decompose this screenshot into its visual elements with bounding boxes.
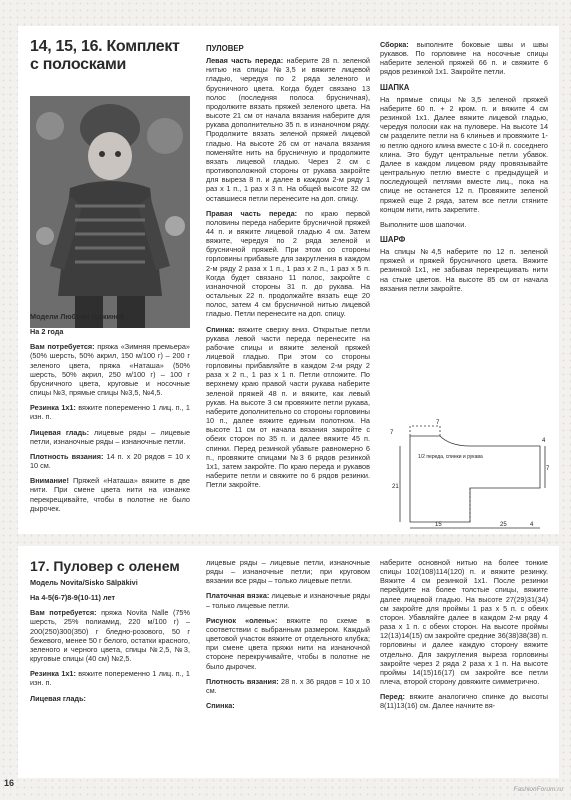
pullover-heading: ПУЛОВЕР	[206, 44, 244, 53]
child-photo-image	[30, 96, 190, 328]
article1-materials-text: пряжа «Зимняя премьера» (50% шерсть, 50% акрил, 150 м/100 г) – 200 г зеленого цвета, пряжа «Наташа» (50% шерсть, 50% акрил, 250 м/100 г) – 100 г брусничного цвета, круговые и носочные спицы №3, прямые спицы №3,5, №4,5.	[30, 342, 190, 398]
article2-right-column	[380, 558, 548, 717]
article2-credit: Модель Novita/Sisko Sälpäkivi	[30, 578, 138, 587]
article2-middle-column	[206, 558, 370, 716]
article1-title-line2: с полосками	[30, 56, 127, 73]
article2-back-label: Спинка:	[206, 701, 235, 711]
article2-rib-text: вяжите попеременно 1 лиц. п., 1 изн. п.	[30, 669, 190, 688]
article1-materials	[30, 342, 190, 397]
diagram-label-height: 21	[392, 484, 399, 490]
pattern-schematic-diagram	[380, 418, 550, 530]
article2-age: На 4-5(6-7)8-9(10-11) лет	[30, 593, 116, 603]
article1-middle-column	[206, 40, 370, 495]
diagram-label-sleeve-length: 25	[500, 522, 507, 528]
article2-density-label: Плотность вязания:	[206, 676, 279, 686]
article1-stocking-text: лицевые ряды – лицевые петли, изнаночные ряды – изнаночные петли.	[30, 427, 190, 446]
diagram-label-right-top: 4	[542, 438, 546, 444]
article2-front-text: вяжите аналогично спинке до высоты 8(11)13(16) см. Далее начните вя-	[380, 692, 548, 711]
diagram-label-right: 7	[546, 466, 550, 472]
right-front-text: по краю первой половины переда наберите брусничной пряжей 44 п. и вяжите лицевой гладью 4 см. Затем вяжите, чередуя по 2 ряда зеленой и брусничной пряжей. При этом со стороны горловины прибавьте для закругления в каждом 2-м ряду 2 раза х 1 п., 1 раз х 2 п., 1 раз х 5 п. Когда будет связано 11 полос, закройте с изнаночной стороны 31 п. до рукава. На остальных 22 п. продолжайте вязать еще 20 полос, затем 4 см брусничной нитью лицевой гладью. Петли перенесите на доп. спицу.	[206, 208, 370, 319]
article2-garter-label: Платочная вязка:	[206, 591, 270, 601]
article2-materials-label: Вам потребуется:	[30, 608, 97, 618]
scarf-heading: ШАРФ	[380, 234, 406, 244]
article2-pattern-text: вяжите по схеме в соответствии с выбранным размером. Каждый цветовой участок вяжите от отдельного клубка; при смене цвета пряжи нити на изнаночной стороне перекручивайте, чтобы в полотне не было дырочек.	[206, 615, 370, 671]
left-front-label: Левая часть переда:	[206, 56, 284, 66]
article1-age: На 2 года	[30, 327, 64, 337]
article2-garter-text: лицевые и изнаночные ряды – только лицевые петли.	[206, 591, 371, 610]
hat-text: На прямые спицы №3,5 зеленой пряжей наберите 60 п. + 2 кром. п. и вяжите 4 см резинкой 1х1. Далее вяжите лицевой гладью, чередуя полоски как на пуловере. На высоте 14 см разделите петли на 6 клиньев и провяжите 1-ю петлю одного клина вместе с 10-й п. соседнего клина. Это будут центральные петли убавок. Далее в каждом лицевом ряду провязывайте центральную петлю вместе с предыдущей и последующей петлями вместе лиц., пока на спице не останется 12 п. Провяжите зеленой пряжей еще 2 ряда, затем все петли стяните концом нити, нить закрепите.	[380, 94, 548, 214]
left-front-paragraph	[206, 56, 370, 203]
assembly-text: выполните боковые швы и швы рукавов. По горловине на носочные спицы наберите зеленой пряжей 66 п. и свяжите 6 рядов резинкой 1х1. Закройте петли.	[380, 40, 548, 77]
article2-back-text: наберите основной нитью на более тонкие спицы 102(108)114(120) п. и вяжите резинку. Вяжите 4 см резинкой 1х1. После резинки перейдите на более толстые спицы, вяжите далее лицевой гладью. На высоте 27(29)31(34) см закройте для проймы 1 раз х 5 п. с обеих сторон. Убавляйте далее в каждом 2-м ряду 4 раза х 1 п. с обеих сторон. На высоте проймы 12(13)14(15) см закройте средние 36(38)38(38) п. горловины и далее каждую сторону вяжите отдельно. Для закругления выреза горловины закройте через 2 ряда 2 раза х 1 п. На высоте проймы 14(15)16(17) см закройте все петли плеча, второй сторону довяжите симметрично.	[380, 558, 548, 687]
article2-density-text: 28 п. х 36 рядов = 10 х 10 см.	[206, 676, 370, 695]
article1-stocking-label: Лицевая гладь:	[30, 427, 89, 437]
article2-pattern	[206, 616, 370, 671]
hat-heading: ШАПКА	[380, 82, 410, 92]
article2-front	[380, 692, 548, 710]
article2-density	[206, 677, 370, 695]
article2-title: 17. Пуловер с оленем	[30, 558, 180, 574]
article2-front-label: Перед:	[380, 692, 405, 702]
article1-credit: Модели Любови Щукиной	[30, 312, 125, 321]
article2-stocking-text: лицевые ряды – лицевые петли, изнаночные ряды – изнаночные петли; при круговом вязании все ряды – только лицевые петли.	[206, 558, 370, 586]
article2-materials	[30, 608, 190, 663]
article1-title	[30, 38, 190, 74]
article2-rib	[30, 669, 190, 687]
back-text: вяжите сверху вниз. Открытые петли рукава левой части переда перенесите на рабочие спицы и вяжите зеленой пряжей лицевой гладью. При этом со стороны горловины прибавляйте в каждом 2-м ряду 2 раза х 2 п., 1 раз х 1 п. Петли отложите. По верхнему краю правой части рукава наберите зеленой пряжей 48 п. и вяжите, как левый рукав. На высоте 3 см провяжите петли рукава, наберите дополнительно со стороны горловины 10 п., далее вяжите единым полотном. На высоте 11 см от начала вязания закройте с обеих сторон по 35 п. и далее вяжите 45 п. спинки. Перед резинкой убавьте равномерно 6 п., провяжите спицами №3 6 рядов резинкой 1х1, затем закройте. По краю переда и рукавов наберите петли и свяжите по 6 рядов резинки. Петли закройте.	[206, 324, 370, 490]
article-card-set	[18, 26, 559, 534]
assembly-label: Сборка:	[380, 40, 409, 49]
right-front-paragraph	[206, 209, 370, 319]
article2-left-column	[30, 558, 190, 709]
page-number: 16	[4, 778, 15, 788]
article1-density-text: 14 п. х 20 рядов = 10 х 10 см.	[30, 451, 190, 471]
article2-back-start	[206, 701, 370, 710]
article1-rib-label: Резинка 1х1:	[30, 403, 76, 413]
scarf-text: На спицы №4,5 наберите по 12 п. зеленой пряжей и пряжей брусничного цвета. Вяжите резинкой 1х1, не забывая перекрещивать нити на стыке цветов. На высоте 85 см от начала вязания петли закройте.	[380, 247, 548, 293]
article1-note	[30, 476, 190, 513]
diagram-label-top: 7	[436, 420, 440, 426]
article1-materials-label: Вам потребуется:	[30, 342, 95, 352]
article1-stocking	[30, 428, 190, 446]
article1-note-text: Пряжей «Наташа» вяжите в две нити. При смене цвета нити на изнанке перекрещивайте, чтобы в полотне не было дырочек.	[30, 476, 190, 513]
article1-left-column	[30, 312, 190, 519]
article1-density	[30, 452, 190, 470]
child-photo	[30, 96, 190, 328]
article2-stocking-label: Лицевая гладь:	[30, 693, 86, 703]
assembly-paragraph	[380, 40, 548, 77]
article2-pattern-label: Рисунок «олень»:	[206, 615, 278, 625]
article-card-deer-sweater	[18, 546, 559, 778]
diagram-label-width: 15	[435, 522, 442, 528]
article1-title-line1: 14, 15, 16. Комплект	[30, 38, 180, 55]
diagram-label-top-left: 7	[390, 430, 394, 436]
right-front-label: Правая часть переда:	[206, 208, 298, 218]
article1-note-label: Внимание!	[30, 476, 69, 486]
article1-rib	[30, 403, 190, 421]
site-watermark: FashionForum.ru	[513, 786, 563, 793]
article2-garter	[206, 591, 370, 609]
article2-stocking-start	[30, 694, 190, 703]
article1-rib-text: вяжите попеременно 1 лиц. п., 1 изн. п.	[30, 403, 190, 422]
back-paragraph	[206, 325, 370, 490]
left-front-text: наберите 28 п. зеленой нитью на спицы №3,5 и вяжите лицевой гладью, чередуя по 2 ряда зеленого и брусничного цвета. Когда будет связано 13 полос (последняя полоса брусничная), продолжите вязать пряжей зеленого цвета. На высоте 21 см от начала вязания наберите для рукава дополнительно 35 п. в изнаночном ряду. Продолжите вязать зеленой пряжей лицевой гладью. На высоте 26 см от начала вязания поменяйте нить на брусничную и продолжите вязать лицевой гладью. Через 2 см с противоположной стороны от рукава закройте для выреза 8 п. и далее в каждом 2-м ряду 1 раз х 1 п., 1 раз х 3 п. На общей высоте 32 см оставшиеся петли перенесите на доп. спицу.	[206, 56, 371, 203]
article2-rib-label: Резинка 1х1:	[30, 669, 76, 679]
article1-density-label: Плотность вязания:	[30, 451, 104, 461]
back-label: Спинка:	[206, 324, 235, 334]
diagram-label-cuff: 4	[530, 522, 534, 528]
article1-right-column	[380, 40, 548, 299]
hat-finish-text: Выполните шов шапочки.	[380, 219, 467, 229]
diagram-label-part: 1/2 переда, спинки и рукава	[418, 454, 483, 460]
article2-materials-text: пряжа Novita Nalle (75% шерсть, 25% полиамид, 220 м/100 г) – 200(250)300(350) г бледно-розового, 50 г бежевого, менее 50 г белого, остатки красного, зеленого и черного цвета, спицы №2,5, №3, круговые спицы (40 см) №2,5.	[30, 608, 190, 664]
